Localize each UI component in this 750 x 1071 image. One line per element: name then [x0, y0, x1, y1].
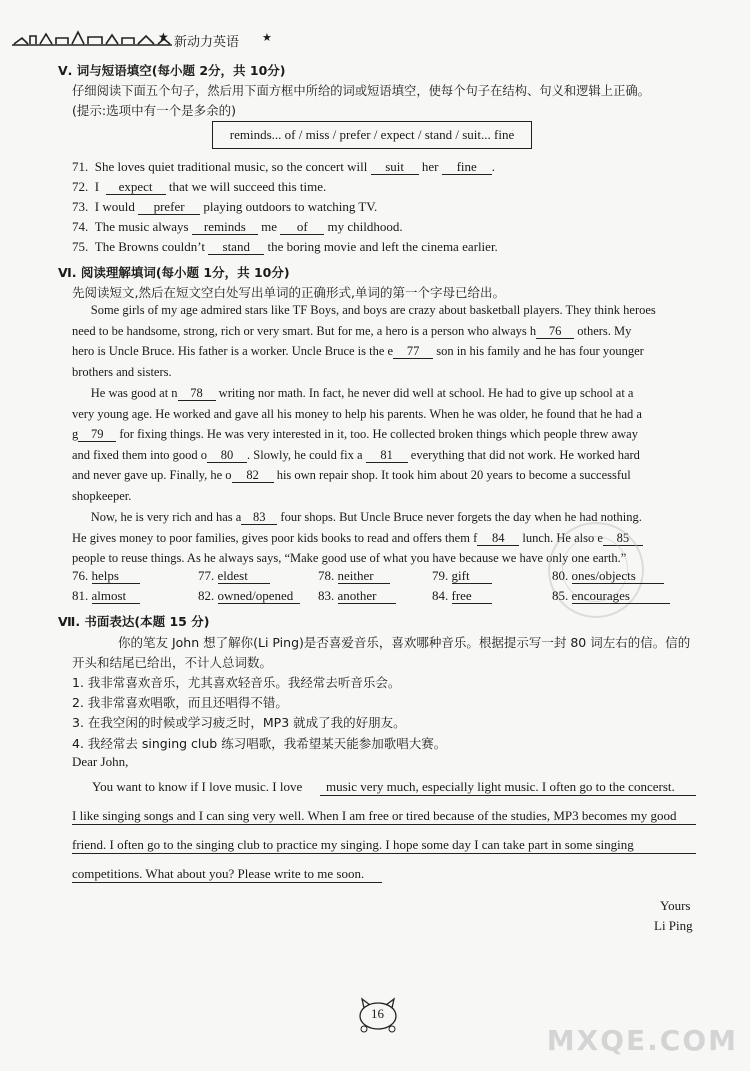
- writing-line-2: [72, 824, 696, 825]
- question-73: 73. I would prefer playing outdoors to watching TV.: [72, 199, 378, 214]
- blank-77: 77: [393, 344, 433, 359]
- answer-72: expect: [106, 180, 166, 195]
- series-title: 新动力英语: [174, 35, 240, 50]
- question-71: 71. She loves quiet traditional music, so the concert will suit her fine .: [72, 159, 495, 174]
- sec6-instructions: 先阅读短文,然后在短文空白处写出单词的正确形式,单词的第一个字母已给出。: [72, 285, 505, 300]
- letter-greeting: Dear John,: [72, 754, 129, 769]
- blank-85: 85: [603, 531, 643, 546]
- blank-79: 79: [78, 427, 116, 442]
- blank-83: 83: [241, 510, 277, 525]
- blank-78: 78: [178, 386, 216, 401]
- prompt-point-1: 1. 我非常喜欢音乐，尤其喜欢轻音乐。我经常去听音乐会。: [72, 675, 401, 690]
- sec5-title: Ⅴ. 词与短语填空(每小题 2分，共 10分): [58, 63, 286, 78]
- blank-81: 81: [366, 448, 408, 463]
- letter-line-2: I like singing songs and I can sing very well. When I am free or tired because of the studies, MP3 becomes my good: [72, 808, 677, 823]
- header-decoration: [12, 28, 172, 53]
- letter-line-1: music very much, especially light music. I often go to the concerst.: [326, 779, 675, 794]
- letter-line-1-prefix: You want to know if I love music. I love: [92, 779, 303, 794]
- writing-line-3: [72, 853, 696, 854]
- blank-84: 84: [477, 531, 519, 546]
- prompt-point-4: 4. 我经常去 singing club 练习唱歌，我希望某天能参加歌唱大赛。: [72, 736, 447, 751]
- question-74: 74. The music always reminds me of my childhood.: [72, 219, 403, 234]
- blank-82: 82: [232, 468, 274, 483]
- passage-paragraph-3: Now, he is very rich and has a 83 four shops. But Uncle Bruce never forgets the day when he had nothing. He gives money to poor families, gives poor kids books to read and offers them f 84 lunch. He also e 85 people to reuse things. As he always says, “Make good use of what you have because we have only one earth.”: [72, 510, 642, 566]
- letter-closing: Yours: [660, 898, 691, 913]
- sec5-instructions: 仔细阅读下面五个句子，然后用下面方框中所给的词或短语填空，使每个句子在结构、句义和逻辑上正确。: [72, 84, 650, 98]
- question-72: 72. I expect that we will succeed this time.: [72, 179, 327, 194]
- answer-75: stand: [208, 240, 264, 255]
- header-star-left: ★: [158, 30, 169, 44]
- letter-line-3: friend. I often go to the singing club to practice my singing. I hope some day I can take part in some singing: [72, 837, 634, 852]
- sec7-instructions-2: 开头和结尾已给出，不计人总词数。: [72, 655, 273, 670]
- writing-line-4: [72, 882, 382, 883]
- page-number: 16: [371, 1006, 384, 1021]
- sec7-title: Ⅶ. 书面表达(本题 15 分): [58, 614, 210, 629]
- answer-71b: fine: [442, 160, 492, 175]
- blank-80: 80: [207, 448, 247, 463]
- sec6-title: Ⅵ. 阅读理解填词(每小题 1分，共 10分): [58, 265, 290, 280]
- passage-paragraph-2: He was good at n 78 writing nor math. In fact, he never did well at school. He had to give up school at a very young age. He worked and gave all his money to help his parents. When he was older, he found that he had a g 79 for fixing things. He was very interested in it, too. He collected broken things which people threw away and fixed them into good o 80 . Slowly, he could fix a 81 everything that did not work. He worked hard and never gave up. Finally, he o 82 his own repair shop. It took him about 20 years to become a successful shopkeeper.: [72, 386, 642, 503]
- answer-71a: suit: [371, 160, 419, 175]
- writing-line-1: [320, 795, 696, 796]
- header-skyline-icon: [12, 28, 172, 48]
- header-star-right: ★: [262, 31, 272, 44]
- prompt-point-2: 2. 我非常喜欢唱歌，而且还唱得不错。: [72, 695, 288, 710]
- letter-signature: Li Ping: [654, 918, 693, 933]
- letter-line-4: competitions. What about you? Please write to me soon.: [72, 866, 365, 881]
- prompt-point-3: 3. 在我空闲的时候或学习疲乏时，MP3 就成了我的好朋友。: [72, 715, 406, 730]
- question-75: 75. The Browns couldn’t stand the boring movie and left the cinema earlier.: [72, 239, 498, 254]
- blank-76: 76: [536, 324, 574, 339]
- answer-74a: reminds: [192, 220, 258, 235]
- sec5-hint: (提示:选项中有一个是多余的): [72, 103, 236, 118]
- passage-paragraph-1: Some girls of my age admired stars like TF Boys, and boys are crazy about basketball players. They think heroes need to be handsome, strong, rich or very smart. But for me, a hero is a person who always h 76 others. My hero is Uncle Bruce. His father is a worker. Uncle Bruce is the e 77 son in his family and he has four younger brothers and sisters.: [72, 303, 656, 379]
- answer-73: prefer: [138, 200, 200, 215]
- site-watermark: MXQE.COM: [546, 1024, 738, 1057]
- answer-74b: of: [280, 220, 324, 235]
- sec7-instructions-1: 你的笔友 John 想了解你(Li Ping)是否喜爱音乐，喜欢哪种音乐。根据提示写一封 80 词左右的信。信的: [118, 635, 691, 650]
- word-bank: reminds... of / miss / prefer / expect / stand / suit... fine: [212, 121, 532, 149]
